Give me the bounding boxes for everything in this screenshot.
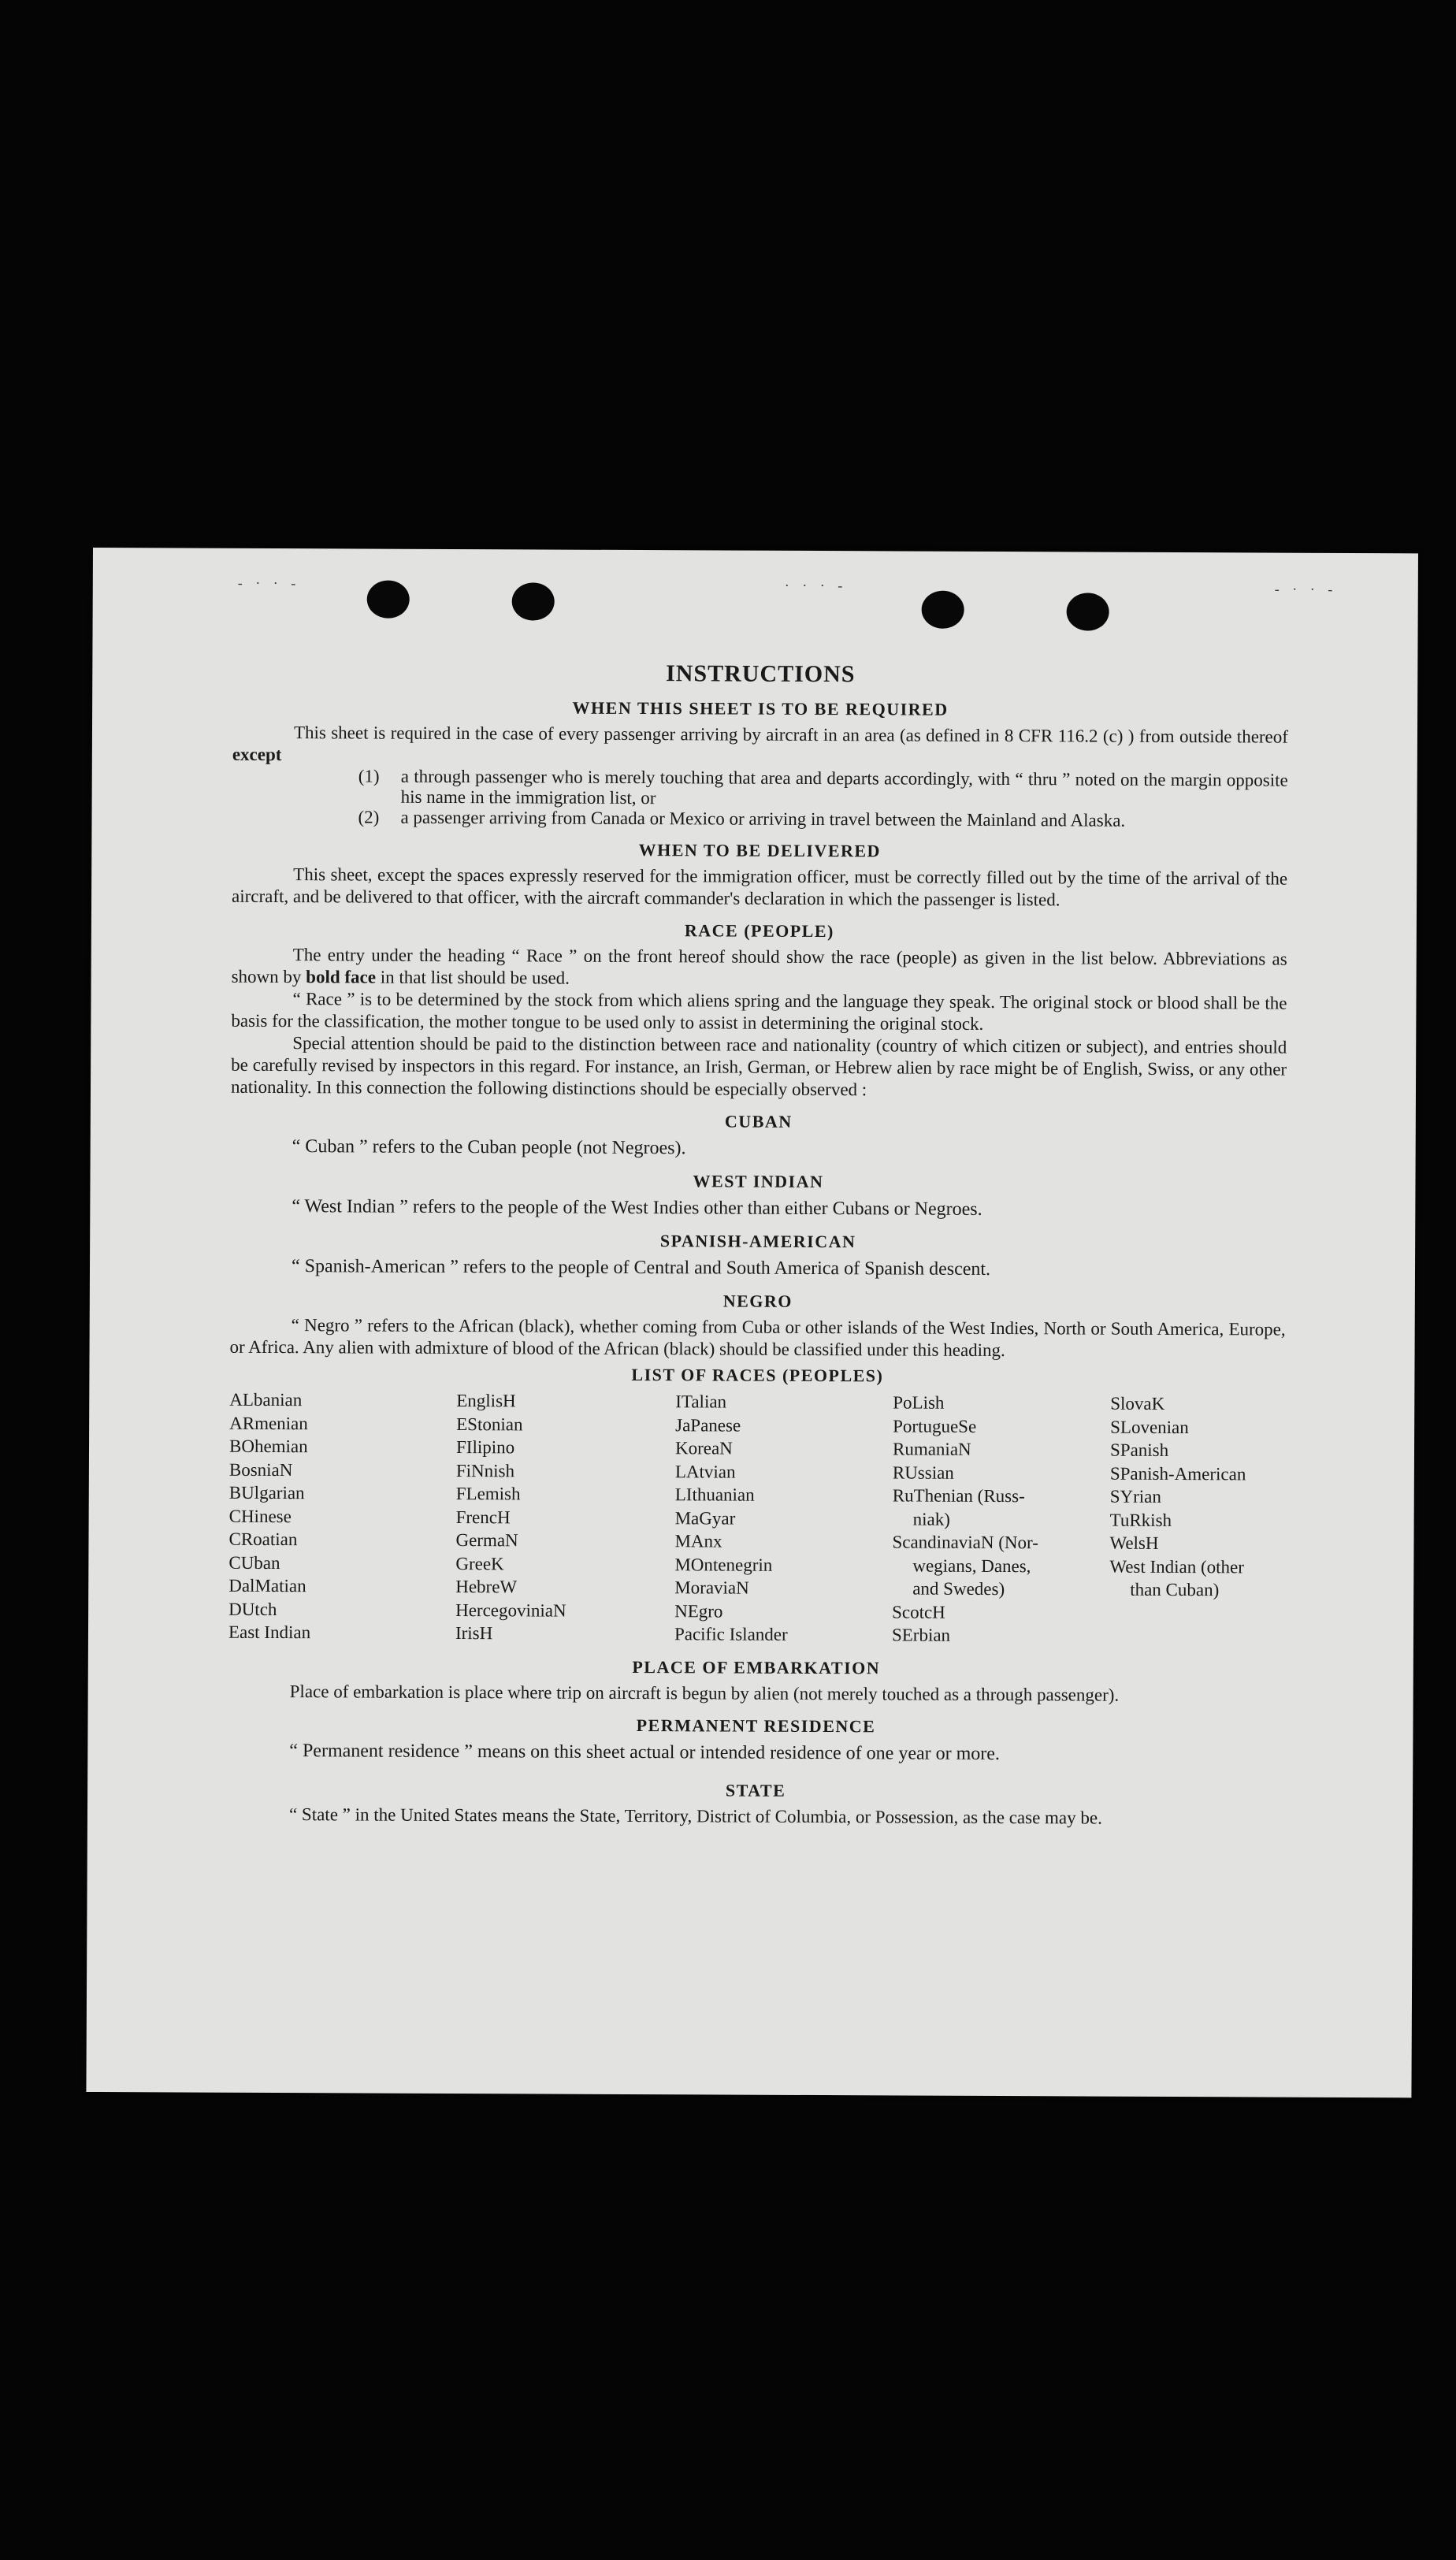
race-entry: BosniaN (228, 1459, 293, 1480)
heading-west-indian: WEST INDIAN (693, 1171, 824, 1192)
race-entry: niak) (912, 1509, 950, 1529)
race-entry: FLemish (455, 1484, 521, 1504)
punch-hole (512, 582, 555, 620)
race-entry: MOntenegrin (674, 1554, 773, 1575)
race-paragraph-1: The entry under the heading “ Race ” on the front hereof should show the race (people) as given in the list below. Abbreviations as shown by bold face in that list should be used. (231, 945, 1287, 988)
document-title: INSTRUCTIONS (666, 660, 856, 688)
heading-when-required: WHEN THIS SHEET IS TO BE REQUIRED (572, 697, 949, 719)
race-entry: RumaniaN (892, 1439, 971, 1459)
when-required-intro: This sheet is required in the case of every passenger arriving by aircraft in an area (as defined in 8 CFR 116.2 (c) ) from outside thereof except (232, 723, 1289, 765)
race-entry: GreeK (455, 1553, 504, 1574)
race-entry: KoreaN (674, 1438, 733, 1458)
race-entry: EnglisH (456, 1391, 516, 1411)
races-column (228, 1388, 456, 1645)
heading-place-of-embarkation: PLACE OF EMBARKATION (632, 1656, 881, 1678)
race-entry: East Indian (228, 1622, 311, 1643)
exception-item: (1) a through passenger who is merely touching that area and departs accordingly, with “ thru ” noted on the margin opposite his name in the immigration list, or (358, 766, 1288, 808)
race-entry: SPanish (1109, 1440, 1169, 1460)
race-entry: SlovaK (1110, 1393, 1165, 1414)
race-entry: LIthuanian (674, 1484, 755, 1505)
race-entry: DUtch (228, 1599, 277, 1619)
race-entry: than Cuban) (1130, 1579, 1220, 1600)
race-entry: TuRkish (1109, 1510, 1172, 1530)
place-of-embarkation-text: Place of embarkation is place where trip on aircraft is begun by alien (not merely touched as a through passenger). (289, 1681, 1120, 1705)
punch-hole (1067, 593, 1109, 630)
heading-list-of-races: LIST OF RACES (PEOPLES) (631, 1364, 884, 1386)
race-entry: ScandinaviaN (Nor- (892, 1532, 1038, 1553)
west-indian-definition: “ West Indian ” refers to the people of the West Indies other than either Cubans or Negroes. (292, 1196, 982, 1220)
race-entry: ScotcH (892, 1601, 945, 1622)
race-entry: HebreW (455, 1577, 518, 1597)
race-entry: IrisH (455, 1623, 493, 1644)
race-entry: MaGyar (674, 1507, 736, 1529)
when-delivered-text: This sheet, except the spaces expressly reserved for the immigration officer, must be correctly filled out by the time of the arrival of the aircraft, and be delivered to that officer, with the aircraft commander's declaration in which the passenger is listed. (232, 864, 1288, 910)
heading-permanent-residence: PERMANENT RESIDENCE (636, 1715, 876, 1736)
races-column (1109, 1392, 1291, 1649)
punch-hole (922, 591, 964, 629)
negro-definition: “ Negro ” refers to the African (black), whether coming from Cuba or other islands of the West Indies, North or South America, Europe, or Africa. Any alien with admixture of blood of the African (black) should be classified under this heading. (229, 1315, 1286, 1361)
heading-race: RACE (PEOPLE) (684, 920, 834, 942)
race-entry: PortugueSe (893, 1415, 977, 1436)
speck-marks: - · · - (237, 574, 301, 592)
race-entry: MAnx (674, 1531, 722, 1551)
race-entry: SLovenian (1110, 1417, 1189, 1437)
race-entry: CHinese (228, 1506, 292, 1526)
race-entry: PoLish (893, 1392, 945, 1413)
race-entry: HercegoviniaN (455, 1600, 566, 1621)
race-entry: JaPanese (675, 1414, 741, 1436)
race-entry: GermaN (455, 1530, 518, 1551)
races-list (228, 1388, 1285, 1648)
state-text: “ State ” in the United States means the State, Territory, District of Columbia, or Possession, as the case may be. (288, 1804, 1102, 1828)
heading-spanish-american: SPANISH-AMERICAN (659, 1231, 856, 1252)
speck-marks: - · · - (1274, 581, 1338, 597)
race-entry: West Indian (other (1109, 1556, 1245, 1577)
races-column (455, 1389, 675, 1646)
race-entry: FrencH (455, 1507, 511, 1527)
speck-marks: · · · - (784, 577, 848, 594)
race-entry: ITalian (675, 1391, 727, 1412)
race-entry: LAtvian (674, 1461, 736, 1482)
race-entry: WelsH (1109, 1533, 1159, 1553)
cuban-definition: “ Cuban ” refers to the Cuban people (not Negroes). (292, 1136, 686, 1159)
races-column (674, 1390, 893, 1647)
race-entry: Pacific Islander (674, 1624, 788, 1644)
race-entry: CRoatian (228, 1529, 298, 1550)
race-entry: CUban (228, 1552, 280, 1573)
race-entry: and Swedes) (912, 1578, 1005, 1600)
race-entry: RuThenian (Russ- (892, 1485, 1025, 1507)
permanent-residence-text: “ Permanent residence ” means on this sheet actual or intended residence of one year or more. (289, 1740, 1001, 1764)
race-entry: BUlgarian (228, 1482, 305, 1503)
race-entry: DalMatian (228, 1575, 306, 1596)
heading-when-delivered: WHEN TO BE DELIVERED (638, 840, 882, 861)
races-column (892, 1391, 1110, 1648)
race-entry: EStonian (456, 1414, 523, 1434)
race-entry: RUssian (892, 1462, 954, 1483)
race-entry: SYrian (1109, 1486, 1161, 1507)
document-sheet (86, 548, 1418, 2097)
race-entry: MoraviaN (674, 1577, 749, 1598)
race-entry: FiNnish (455, 1460, 515, 1481)
heading-negro: NEGRO (722, 1291, 793, 1311)
heading-state: STATE (725, 1780, 786, 1800)
heading-cuban: CUBAN (724, 1111, 793, 1131)
exception-item: (2) a passenger arriving from Canada or Mexico or arriving in travel between the Mainland and Alaska. (358, 807, 1126, 830)
race-entry: BOhemian (228, 1436, 308, 1457)
race-entry: FIlipino (455, 1437, 515, 1458)
race-paragraph-3: Special attention should be paid to the distinction between race and nationality (country of which citizen or subject), and entries should be carefully revised by inspectors in this regard. For instance, an Irish, German, or Hebrew alien by race might be of English, Swiss, or any other nationality. In this connection the following distinctions should be especially observed : (230, 1033, 1287, 1100)
race-entry: wegians, Danes, (912, 1555, 1031, 1576)
race-entry: ALbanian (229, 1389, 303, 1410)
instructions-content (228, 659, 1288, 1830)
race-entry: SErbian (891, 1625, 951, 1645)
race-entry: NEgro (674, 1600, 723, 1622)
race-paragraph-2: “ Race ” is to be determined by the stock from which aliens spring and the language they speak. The original stock or blood shall be the basis for the classification, the mother tongue to be used only to assist in determining the original stock. (231, 989, 1287, 1034)
race-entry: ARmenian (229, 1413, 308, 1433)
punch-hole (367, 581, 410, 619)
spanish-american-definition: “ Spanish-American ” refers to the people of Central and South America of Spanish descent. (291, 1256, 991, 1280)
race-entry: SPanish-American (1109, 1463, 1246, 1484)
